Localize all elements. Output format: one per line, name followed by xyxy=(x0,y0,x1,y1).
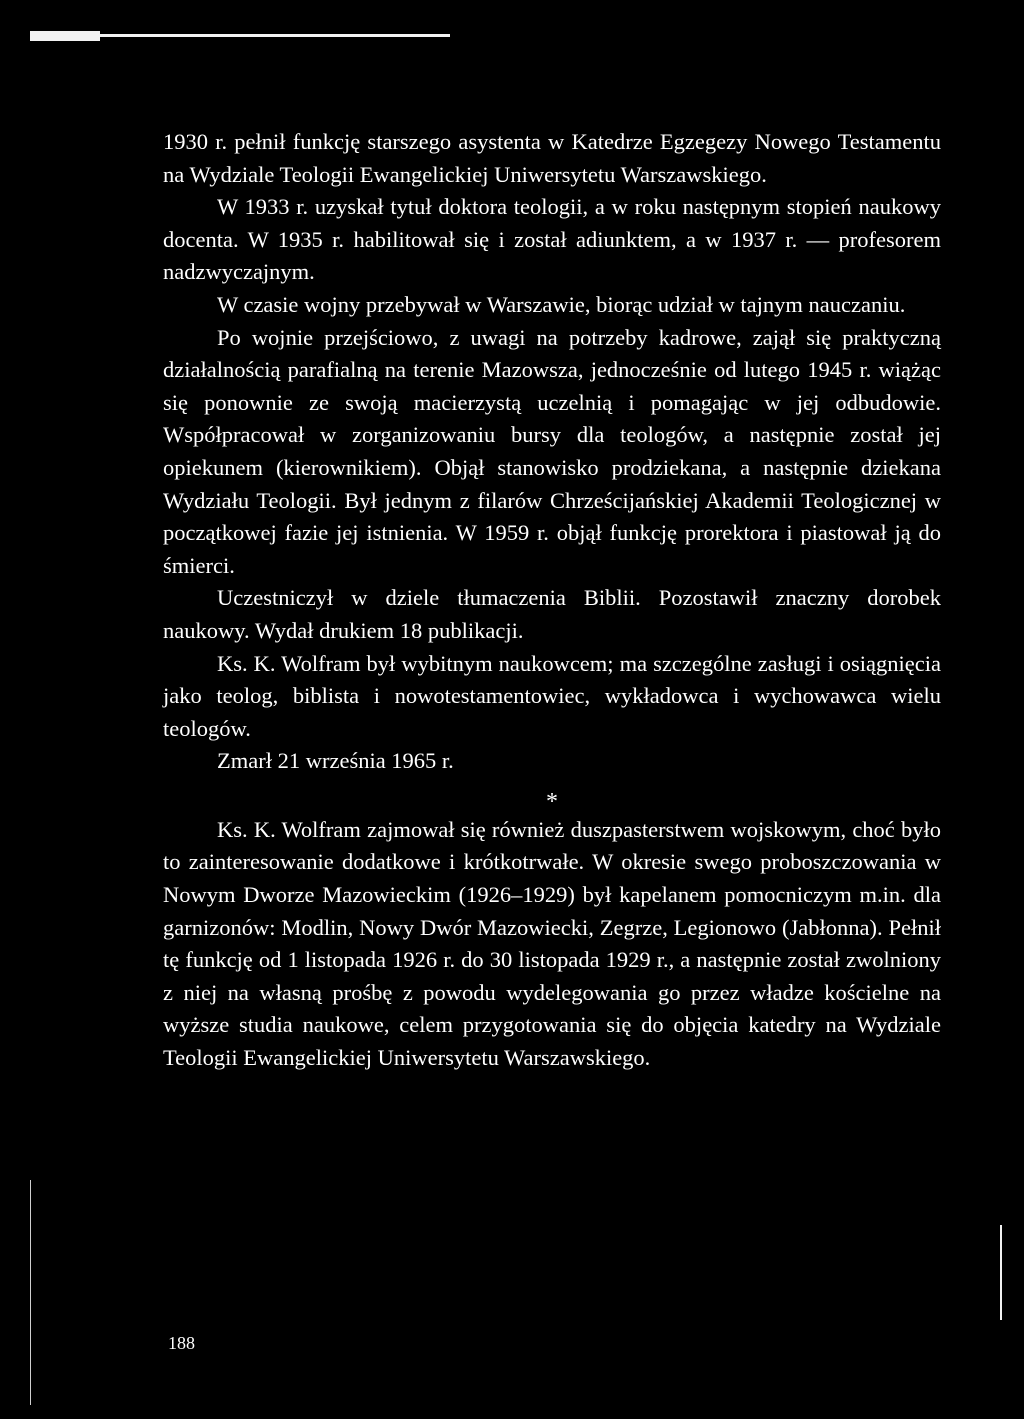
section-separator: * xyxy=(546,788,558,815)
paragraph: Uczestniczył w dziele tłumaczenia Biblii. Pozostawił znaczny dorobek naukowy. Wydał drukiem 18 publikacji. xyxy=(163,585,941,643)
page-number: 188 xyxy=(168,1333,195,1353)
page-text xyxy=(163,126,941,1075)
paragraph: 1930 r. pełnił funkcję starszego asystenta w Katedrze Egzegezy Nowego Testamentu na Wydziale Teologii Ewangelickiej Uniwersytetu Warszawskiego. xyxy=(163,129,941,187)
paragraph: Zmarł 21 września 1965 r. xyxy=(217,748,454,774)
scan-edge-mark-right xyxy=(1000,1225,1002,1320)
scan-edge-mark-left xyxy=(30,1180,31,1405)
paragraph: Ks. K. Wolfram był wybitnym naukowcem; ma szczególne zasługi i osiągnięcia jako teolog, biblista i nowotestamentowiec, wykładowca i wychowawca wielu teologów. xyxy=(163,650,941,741)
paragraph: W 1933 r. uzyskał tytuł doktora teologii, a w roku następnym stopień naukowy docenta. W 1935 r. habilitował się i został adiunktem, a w 1937 r. — profesorem nadzwyczajnym. xyxy=(163,194,941,285)
paragraph: Po wojnie przejściowo, z uwagi na potrzeby kadrowe, zajął się praktyczną działalnością parafialną na terenie Mazowsza, jednocześnie od lutego 1945 r. wiążąc się ponownie ze swoją macierzystą uczelnią i pomagając w jej odbudowie. Współpracował w zorganizowaniu bursy dla teologów, a następnie został jej opiekunem (kierownikiem). Objął stanowisko prodziekana, a następnie dziekana Wydziału Teologii. Był jednym z filarów Chrześcijańskiej Akademii Teologicznej w początkowej fazie jej istnienia. W 1959 r. objął funkcję prorektora i piastował ją do śmierci. xyxy=(163,324,941,578)
paragraph: W czasie wojny przebywał w Warszawie, biorąc udział w tajnym nauczaniu. xyxy=(217,291,906,317)
paragraph: Ks. K. Wolfram zajmował się również duszpasterstwem wojskowym, choć było to zainteresowanie dodatkowe i krótkotrwałe. W okresie swego proboszczowania w Nowym Dworze Mazowieckim (1926–1929) był kapelanem pomocniczym m.in. dla garnizonów: Modlin, Nowy Dwór Mazowiecki, Zegrze, Legionowo (Jabłonna). Pełnił tę funkcję od 1 listopada 1926 r. do 30 listopada 1929 r., a następnie został zwolniony z niej na własną prośbę z powodu wydelegowania go przez władze kościelne na wyższe studia naukowe, celem przygotowania się do objęcia katedry na Wydziale Teologii Ewangelickiej Uniwersytetu Warszawskiego. xyxy=(163,816,941,1071)
scan-edge-rule xyxy=(30,34,450,37)
